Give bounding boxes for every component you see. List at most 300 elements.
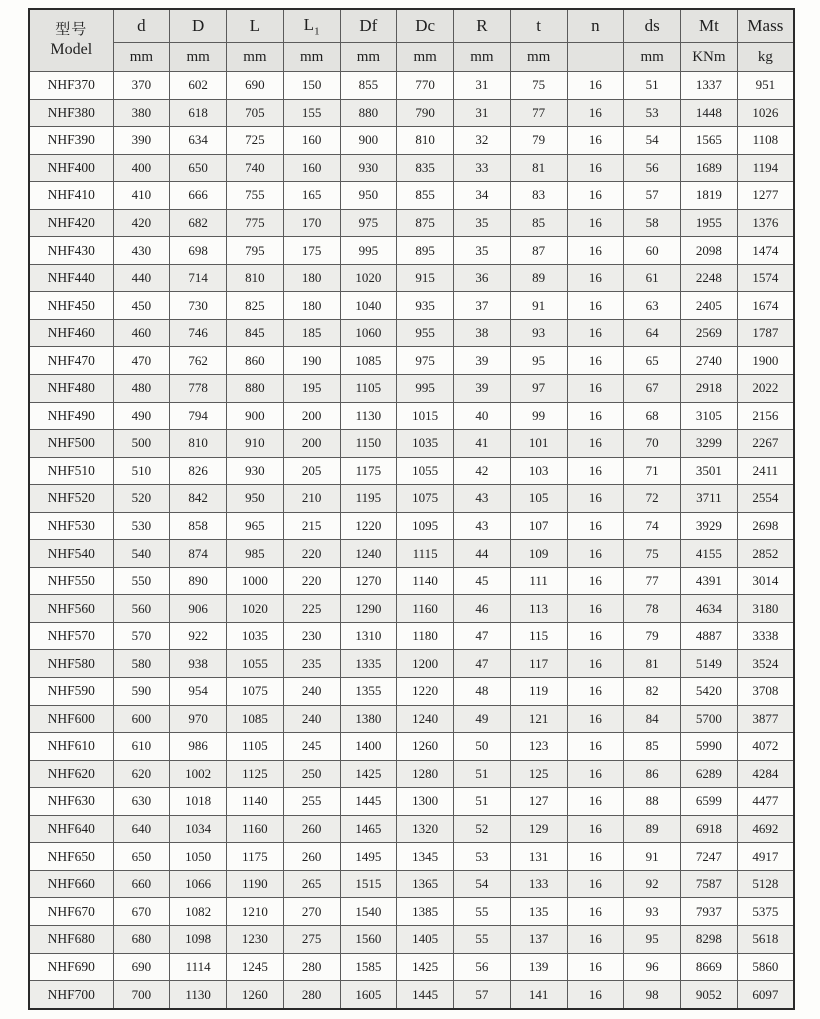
column-header-d: d: [113, 9, 170, 43]
column-header-ds: ds: [624, 9, 681, 43]
data-cell-Dc: 810: [397, 127, 454, 155]
data-cell-d: 580: [113, 650, 170, 678]
data-cell-L1: 275: [283, 925, 340, 953]
data-cell-ds: 71: [624, 457, 681, 485]
data-cell-L: 950: [227, 485, 284, 513]
data-cell-R: 36: [454, 264, 511, 292]
data-cell-D: 954: [170, 678, 227, 706]
data-cell-D: 1050: [170, 843, 227, 871]
data-cell-Dc: 895: [397, 237, 454, 265]
data-cell-d: 650: [113, 843, 170, 871]
data-cell-Mt: 4155: [681, 540, 738, 568]
model-cell: NHF510: [29, 457, 113, 485]
data-cell-n: 16: [567, 347, 624, 375]
data-cell-Mass: 2698: [737, 512, 794, 540]
data-cell-Df: 995: [340, 237, 397, 265]
data-cell-D: 634: [170, 127, 227, 155]
data-cell-L: 1230: [227, 925, 284, 953]
data-cell-D: 922: [170, 622, 227, 650]
data-cell-Dc: 1425: [397, 953, 454, 981]
data-cell-R: 51: [454, 788, 511, 816]
model-cell: NHF410: [29, 182, 113, 210]
table-row: [29, 870, 794, 898]
data-cell-Mt: 9052: [681, 981, 738, 1009]
data-cell-Mass: 4477: [737, 788, 794, 816]
data-cell-Dc: 1445: [397, 981, 454, 1009]
model-cell: NHF430: [29, 237, 113, 265]
data-cell-n: 16: [567, 595, 624, 623]
data-cell-Mt: 1689: [681, 154, 738, 182]
data-cell-n: 16: [567, 678, 624, 706]
data-cell-ds: 63: [624, 292, 681, 320]
data-cell-Mass: 1026: [737, 99, 794, 127]
table-row: [29, 540, 794, 568]
data-cell-t: 89: [510, 264, 567, 292]
model-cell: NHF450: [29, 292, 113, 320]
data-cell-d: 540: [113, 540, 170, 568]
model-cell: NHF680: [29, 925, 113, 953]
data-cell-d: 470: [113, 347, 170, 375]
data-cell-Df: 975: [340, 209, 397, 237]
data-cell-Mass: 2554: [737, 485, 794, 513]
model-cell: NHF550: [29, 567, 113, 595]
data-cell-L1: 195: [283, 375, 340, 403]
data-cell-Df: 1130: [340, 402, 397, 430]
data-cell-R: 33: [454, 154, 511, 182]
data-cell-n: 16: [567, 182, 624, 210]
table-row: [29, 319, 794, 347]
data-cell-D: 602: [170, 72, 227, 100]
data-cell-t: 85: [510, 209, 567, 237]
data-cell-D: 1098: [170, 925, 227, 953]
data-cell-Mt: 6599: [681, 788, 738, 816]
data-cell-t: 93: [510, 319, 567, 347]
data-cell-R: 31: [454, 72, 511, 100]
data-cell-Mt: 1955: [681, 209, 738, 237]
data-cell-d: 640: [113, 815, 170, 843]
model-cell: NHF370: [29, 72, 113, 100]
data-cell-d: 420: [113, 209, 170, 237]
data-cell-L1: 200: [283, 430, 340, 458]
data-cell-n: 16: [567, 540, 624, 568]
data-cell-Df: 1465: [340, 815, 397, 843]
data-cell-L1: 215: [283, 512, 340, 540]
data-cell-Mass: 2022: [737, 375, 794, 403]
data-cell-Dc: 855: [397, 182, 454, 210]
table-row: [29, 733, 794, 761]
data-cell-Mt: 6289: [681, 760, 738, 788]
data-cell-L: 740: [227, 154, 284, 182]
data-cell-n: 16: [567, 567, 624, 595]
data-cell-Mt: 1337: [681, 72, 738, 100]
data-cell-L: 900: [227, 402, 284, 430]
data-cell-t: 77: [510, 99, 567, 127]
data-cell-n: 16: [567, 127, 624, 155]
data-cell-R: 47: [454, 622, 511, 650]
data-cell-R: 31: [454, 99, 511, 127]
data-cell-D: 762: [170, 347, 227, 375]
data-cell-Df: 1220: [340, 512, 397, 540]
data-cell-n: 16: [567, 953, 624, 981]
data-cell-Dc: 770: [397, 72, 454, 100]
data-cell-ds: 57: [624, 182, 681, 210]
table-row: [29, 815, 794, 843]
data-cell-Mt: 3711: [681, 485, 738, 513]
data-cell-Mass: 2411: [737, 457, 794, 485]
data-cell-t: 109: [510, 540, 567, 568]
data-cell-t: 75: [510, 72, 567, 100]
table-row: [29, 237, 794, 265]
model-cell: NHF690: [29, 953, 113, 981]
data-cell-Dc: 1385: [397, 898, 454, 926]
data-cell-t: 107: [510, 512, 567, 540]
data-cell-R: 34: [454, 182, 511, 210]
model-cell: NHF700: [29, 981, 113, 1009]
model-label-zh: 型号: [55, 22, 88, 39]
data-cell-d: 370: [113, 72, 170, 100]
table-row: [29, 154, 794, 182]
data-cell-R: 51: [454, 760, 511, 788]
data-cell-Mt: 5700: [681, 705, 738, 733]
data-cell-L: 1175: [227, 843, 284, 871]
data-cell-D: 1130: [170, 981, 227, 1009]
data-cell-Dc: 915: [397, 264, 454, 292]
data-cell-L1: 190: [283, 347, 340, 375]
column-header-Df: Df: [340, 9, 397, 43]
data-cell-L: 880: [227, 375, 284, 403]
data-cell-ds: 64: [624, 319, 681, 347]
data-cell-D: 1066: [170, 870, 227, 898]
data-cell-L: 860: [227, 347, 284, 375]
data-cell-Df: 1540: [340, 898, 397, 926]
data-cell-Mt: 2918: [681, 375, 738, 403]
data-cell-ds: 68: [624, 402, 681, 430]
model-cell: NHF630: [29, 788, 113, 816]
model-cell: NHF650: [29, 843, 113, 871]
data-cell-d: 500: [113, 430, 170, 458]
data-cell-n: 16: [567, 843, 624, 871]
data-cell-R: 46: [454, 595, 511, 623]
data-cell-Dc: 1405: [397, 925, 454, 953]
data-cell-Mass: 1900: [737, 347, 794, 375]
table-row: [29, 182, 794, 210]
model-cell: NHF660: [29, 870, 113, 898]
data-cell-L1: 175: [283, 237, 340, 265]
data-cell-ds: 58: [624, 209, 681, 237]
model-cell: NHF540: [29, 540, 113, 568]
data-cell-D: 970: [170, 705, 227, 733]
table-row: [29, 375, 794, 403]
column-header-D: D: [170, 9, 227, 43]
data-cell-Df: 1335: [340, 650, 397, 678]
column-header-L: L: [227, 9, 284, 43]
data-cell-L1: 260: [283, 843, 340, 871]
table-row: [29, 127, 794, 155]
table-row: [29, 788, 794, 816]
model-cell: NHF600: [29, 705, 113, 733]
data-cell-t: 125: [510, 760, 567, 788]
table-row: [29, 402, 794, 430]
data-cell-Mt: 2569: [681, 319, 738, 347]
data-cell-Mass: 1194: [737, 154, 794, 182]
table-row: [29, 678, 794, 706]
model-cell: NHF530: [29, 512, 113, 540]
unit-cell-Mt: KNm: [681, 43, 738, 72]
data-cell-ds: 89: [624, 815, 681, 843]
data-cell-Df: 1515: [340, 870, 397, 898]
data-cell-ds: 56: [624, 154, 681, 182]
table-row: [29, 512, 794, 540]
data-cell-Df: 1495: [340, 843, 397, 871]
data-cell-Dc: 1220: [397, 678, 454, 706]
data-cell-ds: 95: [624, 925, 681, 953]
data-cell-Mt: 3105: [681, 402, 738, 430]
data-cell-Dc: 875: [397, 209, 454, 237]
data-cell-d: 510: [113, 457, 170, 485]
column-header-Mass: Mass: [737, 9, 794, 43]
data-cell-Mass: 5860: [737, 953, 794, 981]
data-cell-R: 42: [454, 457, 511, 485]
data-cell-ds: 72: [624, 485, 681, 513]
data-cell-L1: 150: [283, 72, 340, 100]
data-cell-t: 123: [510, 733, 567, 761]
data-cell-ds: 79: [624, 622, 681, 650]
column-header-n: n: [567, 9, 624, 43]
data-cell-L: 910: [227, 430, 284, 458]
data-cell-Df: 900: [340, 127, 397, 155]
table-header: [29, 9, 794, 72]
data-cell-n: 16: [567, 512, 624, 540]
table-row: [29, 925, 794, 953]
data-cell-R: 54: [454, 870, 511, 898]
data-cell-Mass: 1108: [737, 127, 794, 155]
data-cell-L: 1190: [227, 870, 284, 898]
unit-cell-D: mm: [170, 43, 227, 72]
data-cell-R: 35: [454, 237, 511, 265]
data-cell-L: 1105: [227, 733, 284, 761]
data-cell-Mass: 1674: [737, 292, 794, 320]
data-cell-D: 682: [170, 209, 227, 237]
data-cell-ds: 92: [624, 870, 681, 898]
data-cell-Mt: 5990: [681, 733, 738, 761]
data-cell-D: 1082: [170, 898, 227, 926]
data-cell-ds: 81: [624, 650, 681, 678]
model-label-en: Model: [50, 40, 93, 58]
data-cell-t: 99: [510, 402, 567, 430]
table-row: [29, 760, 794, 788]
data-cell-t: 133: [510, 870, 567, 898]
data-cell-L: 1035: [227, 622, 284, 650]
data-cell-t: 137: [510, 925, 567, 953]
data-cell-d: 610: [113, 733, 170, 761]
data-cell-Df: 1585: [340, 953, 397, 981]
data-cell-Mt: 6918: [681, 815, 738, 843]
data-cell-t: 105: [510, 485, 567, 513]
data-cell-Dc: 790: [397, 99, 454, 127]
data-cell-ds: 65: [624, 347, 681, 375]
data-cell-Mt: 1819: [681, 182, 738, 210]
data-cell-Df: 1605: [340, 981, 397, 1009]
data-cell-d: 410: [113, 182, 170, 210]
data-cell-t: 135: [510, 898, 567, 926]
data-cell-Mass: 1574: [737, 264, 794, 292]
data-cell-t: 111: [510, 567, 567, 595]
data-cell-D: 794: [170, 402, 227, 430]
data-cell-L: 1085: [227, 705, 284, 733]
model-cell: NHF520: [29, 485, 113, 513]
model-cell: NHF590: [29, 678, 113, 706]
data-cell-R: 35: [454, 209, 511, 237]
data-cell-L1: 180: [283, 264, 340, 292]
data-cell-Mass: 2852: [737, 540, 794, 568]
data-cell-L: 965: [227, 512, 284, 540]
data-cell-d: 660: [113, 870, 170, 898]
data-cell-Mt: 8669: [681, 953, 738, 981]
data-cell-L1: 280: [283, 953, 340, 981]
data-cell-D: 842: [170, 485, 227, 513]
data-cell-D: 986: [170, 733, 227, 761]
data-cell-Df: 1290: [340, 595, 397, 623]
data-cell-R: 49: [454, 705, 511, 733]
data-cell-R: 57: [454, 981, 511, 1009]
data-cell-d: 630: [113, 788, 170, 816]
data-cell-L1: 210: [283, 485, 340, 513]
data-cell-L1: 240: [283, 705, 340, 733]
data-cell-R: 37: [454, 292, 511, 320]
data-cell-Df: 1560: [340, 925, 397, 953]
data-cell-d: 490: [113, 402, 170, 430]
model-cell: NHF500: [29, 430, 113, 458]
model-cell: NHF420: [29, 209, 113, 237]
data-cell-d: 680: [113, 925, 170, 953]
data-cell-D: 618: [170, 99, 227, 127]
table-row: [29, 457, 794, 485]
data-cell-L: 1125: [227, 760, 284, 788]
data-cell-Mt: 7587: [681, 870, 738, 898]
data-cell-L1: 205: [283, 457, 340, 485]
data-cell-t: 83: [510, 182, 567, 210]
data-cell-Mt: 4887: [681, 622, 738, 650]
unit-cell-Dc: mm: [397, 43, 454, 72]
data-cell-D: 1114: [170, 953, 227, 981]
data-cell-Mass: 3180: [737, 595, 794, 623]
data-cell-d: 560: [113, 595, 170, 623]
data-cell-Dc: 835: [397, 154, 454, 182]
data-cell-Mass: 3708: [737, 678, 794, 706]
data-cell-t: 141: [510, 981, 567, 1009]
data-cell-n: 16: [567, 209, 624, 237]
data-cell-L: 725: [227, 127, 284, 155]
data-cell-t: 119: [510, 678, 567, 706]
data-cell-Mt: 4391: [681, 567, 738, 595]
data-cell-L1: 170: [283, 209, 340, 237]
data-cell-ds: 93: [624, 898, 681, 926]
data-cell-d: 700: [113, 981, 170, 1009]
data-cell-n: 16: [567, 99, 624, 127]
model-cell: NHF380: [29, 99, 113, 127]
data-cell-t: 129: [510, 815, 567, 843]
model-cell: NHF470: [29, 347, 113, 375]
column-header-Mt: Mt: [681, 9, 738, 43]
data-cell-L1: 240: [283, 678, 340, 706]
data-cell-Mass: 5618: [737, 925, 794, 953]
data-cell-Dc: 1240: [397, 705, 454, 733]
data-cell-Mass: 4692: [737, 815, 794, 843]
data-cell-R: 44: [454, 540, 511, 568]
data-cell-Dc: 1140: [397, 567, 454, 595]
model-cell: NHF390: [29, 127, 113, 155]
data-cell-L: 690: [227, 72, 284, 100]
data-cell-Mt: 4634: [681, 595, 738, 623]
data-cell-Dc: 1200: [397, 650, 454, 678]
data-cell-Mass: 1474: [737, 237, 794, 265]
data-cell-Mt: 2405: [681, 292, 738, 320]
data-cell-d: 450: [113, 292, 170, 320]
data-cell-D: 714: [170, 264, 227, 292]
data-cell-d: 460: [113, 319, 170, 347]
data-cell-L1: 225: [283, 595, 340, 623]
data-cell-Df: 1195: [340, 485, 397, 513]
model-cell: NHF640: [29, 815, 113, 843]
data-cell-L1: 200: [283, 402, 340, 430]
data-cell-Dc: 995: [397, 375, 454, 403]
data-cell-ds: 78: [624, 595, 681, 623]
data-cell-d: 670: [113, 898, 170, 926]
table-row: [29, 622, 794, 650]
data-cell-d: 430: [113, 237, 170, 265]
coupling-dimension-table: [28, 8, 795, 1010]
data-cell-L1: 230: [283, 622, 340, 650]
data-cell-Mass: 1376: [737, 209, 794, 237]
data-cell-t: 97: [510, 375, 567, 403]
model-cell: NHF670: [29, 898, 113, 926]
unit-cell-n: [567, 43, 624, 72]
data-cell-Dc: 1180: [397, 622, 454, 650]
data-cell-d: 520: [113, 485, 170, 513]
data-cell-Dc: 935: [397, 292, 454, 320]
data-cell-Df: 1355: [340, 678, 397, 706]
data-cell-Mt: 3501: [681, 457, 738, 485]
data-cell-ds: 86: [624, 760, 681, 788]
data-cell-Mass: 5375: [737, 898, 794, 926]
unit-cell-L1: mm: [283, 43, 340, 72]
data-cell-d: 480: [113, 375, 170, 403]
data-cell-Mt: 2740: [681, 347, 738, 375]
unit-cell-Df: mm: [340, 43, 397, 72]
data-cell-L: 1020: [227, 595, 284, 623]
data-cell-Dc: 1160: [397, 595, 454, 623]
data-cell-L1: 270: [283, 898, 340, 926]
model-cell: NHF610: [29, 733, 113, 761]
data-cell-R: 41: [454, 430, 511, 458]
data-cell-L1: 245: [283, 733, 340, 761]
model-cell: NHF460: [29, 319, 113, 347]
data-cell-t: 101: [510, 430, 567, 458]
data-cell-Dc: 955: [397, 319, 454, 347]
data-cell-L: 775: [227, 209, 284, 237]
table-row: [29, 209, 794, 237]
data-cell-Mass: 1787: [737, 319, 794, 347]
data-cell-D: 1034: [170, 815, 227, 843]
table-row: [29, 292, 794, 320]
table-row: [29, 485, 794, 513]
data-cell-d: 390: [113, 127, 170, 155]
data-cell-Dc: 1300: [397, 788, 454, 816]
data-cell-L1: 220: [283, 567, 340, 595]
data-cell-L: 1160: [227, 815, 284, 843]
data-cell-R: 39: [454, 347, 511, 375]
data-cell-D: 650: [170, 154, 227, 182]
